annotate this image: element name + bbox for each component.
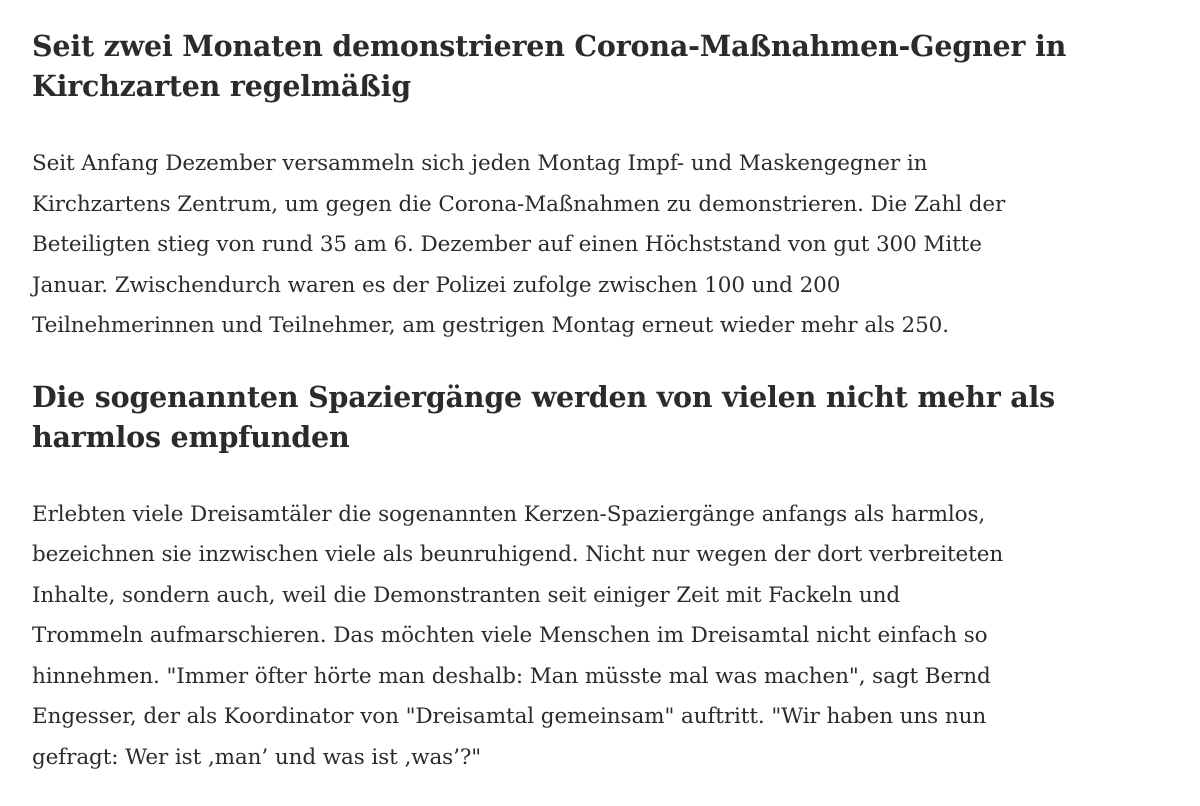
paragraph-line: Teilnehmerinnen und Teilnehmer, am gestrigen Montag erneut wieder mehr als 250. bbox=[32, 313, 949, 338]
paragraph-line: Trommeln aufmarschieren. Das möchten viele Menschen im Dreisamtal nicht einfach so bbox=[32, 623, 988, 648]
paragraph-line: Seit Anfang Dezember versammeln sich jeden Montag Impf- und Maskengegner in bbox=[32, 151, 928, 176]
paragraph-2 bbox=[32, 495, 1182, 779]
paragraph-line: Inhalte, sondern auch, weil die Demonstranten seit einiger Zeit mit Fackeln und bbox=[32, 582, 901, 608]
section-heading-1 bbox=[32, 26, 1182, 106]
paragraph-line: Kirchzartens Zentrum, um gegen die Corona-Maßnahmen zu demonstrieren. Die Zahl der bbox=[32, 191, 1006, 217]
heading-line: Kirchzarten regelmäßig bbox=[32, 69, 411, 103]
paragraph-line: bezeichnen sie inzwischen viele als beunruhigend. Nicht nur wegen der dort verbreiteten bbox=[32, 542, 1004, 567]
heading-line: Seit zwei Monaten demonstrieren Corona-Maßnahmen-Gegner in bbox=[32, 29, 1067, 63]
section-heading-2 bbox=[32, 377, 1182, 457]
heading-line: Die sogenannten Spaziergänge werden von vielen nicht mehr als bbox=[32, 379, 1056, 414]
paragraph-line: Januar. Zwischendurch waren es der Polizei zufolge zwischen 100 und 200 bbox=[32, 272, 841, 298]
paragraph-line: hinnehmen. "Immer öfter hörte man deshalb: Man müsste mal was machen", sagt Bernd bbox=[32, 663, 991, 689]
paragraph-line: Erlebten viele Dreisamtäler die sogenannten Kerzen-Spaziergänge anfangs als harmlos, bbox=[32, 501, 986, 527]
paragraph-line: gefragt: Wer ist ‚man’ und was ist ‚was’?" bbox=[32, 744, 482, 770]
paragraph-line: Beteiligten stieg von rund 35 am 6. Dezember auf einen Höchststand von gut 300 Mitte bbox=[32, 232, 982, 257]
article-body bbox=[32, 26, 1182, 778]
heading-line: harmlos empfunden bbox=[32, 419, 350, 454]
paragraph-1 bbox=[32, 144, 1182, 347]
paragraph-line: Engesser, der als Koordinator von "Dreisamtal gemeinsam" auftritt. "Wir haben uns nun bbox=[32, 704, 987, 729]
